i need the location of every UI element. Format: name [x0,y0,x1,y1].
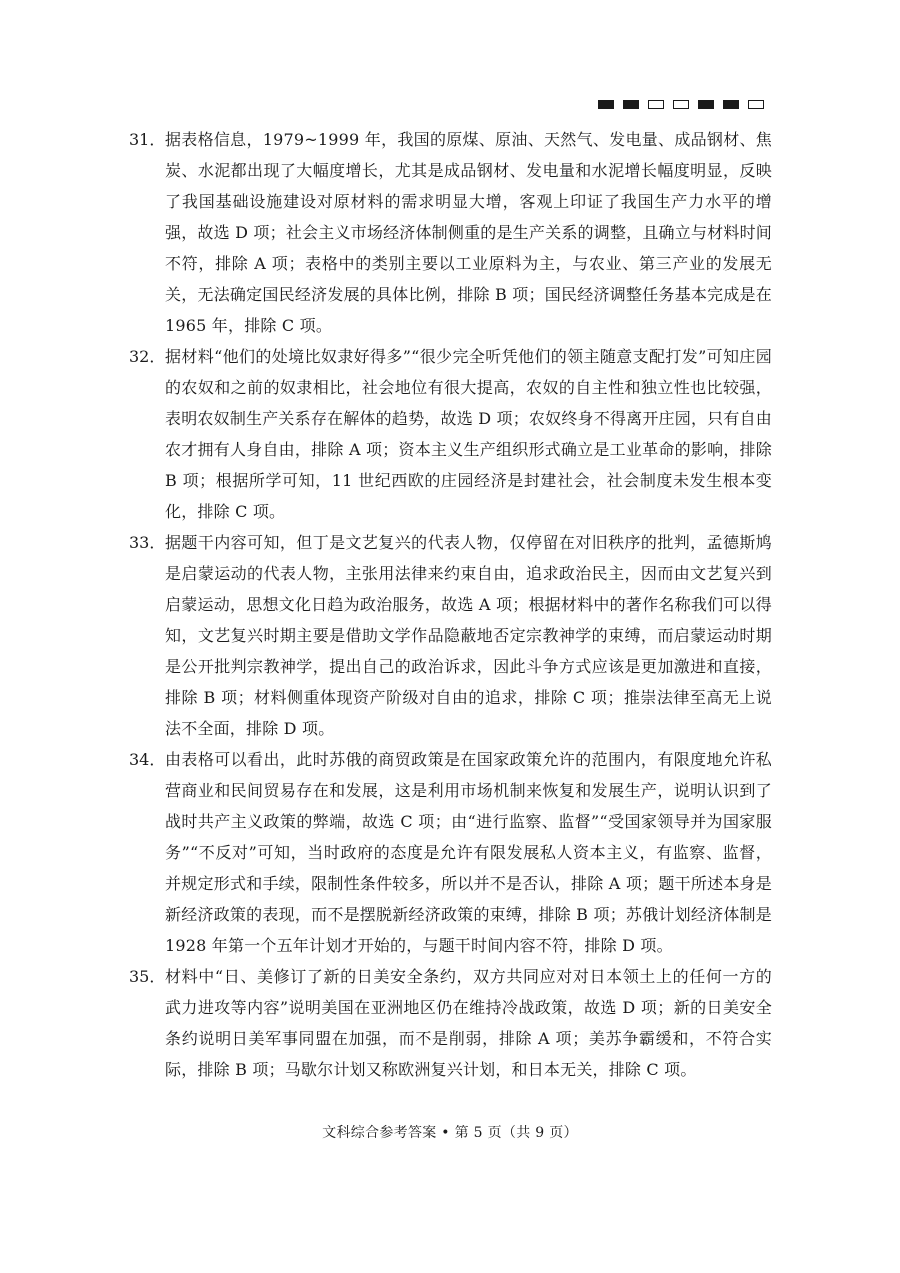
question-explanation: 材料中“日、美修订了新的日美安全条约，双方共同应对对日本领土上的任何一方的武力进攻等内容”说明美国在亚洲地区仍在维持冷战政策，故选 D 项；新的日美安全条约说明日美军事同盟在加强，而不是削弱，排除 A 项；美苏争霸缓和，不符合实际，排除 B 项；马歇尔计划又称欧洲复兴计划，和日本无关，排除 C 项。 [165,967,772,1079]
question-33 [126,527,772,744]
question-explanation: 据表格信息，1979~1999 年，我国的原煤、原油、天然气、发电量、成品钢材、焦炭、水泥都出现了大幅度增长，尤其是成品钢材、发电量和水泥增长幅度明显，反映了我国基础设施建设对原材料的需求明显大增，客观上印证了我国生产力水平的增强，故选 D 项；社会主义市场经济体制侧重的是生产关系的调整，且确立与材料时间不符，排除 A 项；表格中的类别主要以工业原料为主，与农业、第三产业的发展无关，无法确定国民经济发展的具体比例，排除 B 项；国民经济调整任务基本完成是在 1965 年，排除 C 项。 [165,130,772,335]
question-number: 35． [129,967,166,986]
header-marks [598,100,764,109]
question-number: 34． [129,750,166,769]
question-explanation: 据题干内容可知，但丁是文艺复兴的代表人物，仅停留在对旧秩序的批判，孟德斯鸠是启蒙运动的代表人物，主张用法律来约束自由，追求政治民主，因而由文艺复兴到启蒙运动，思想文化日趋为政治服务，故选 A 项；根据材料中的著作名称我们可以得知，文艺复兴时期主要是借助文学作品隐蔽地否定宗教神学的束缚，而启蒙运动时期是公开批判宗教神学，提出自己的政治诉求，因此斗争方式应该是更加激进和直接，排除 B 项；材料侧重体现资产阶级对自由的追求，排除 C 项；推崇法律至高无上说法不全面，排除 D 项。 [165,533,772,738]
question-explanation: 由表格可以看出，此时苏俄的商贸政策是在国家政策允许的范围内，有限度地允许私营商业和民间贸易存在和发展，这是利用市场机制来恢复和发展生产，说明认识到了战时共产主义政策的弊端，故选 C 项；由“进行监察、监督”“受国家领导并为国家服务”“不反对”可知，当时政府的态度是允许有限发展私人资本主义，有监察、监督，并规定形式和手续，限制性条件较多，所以并不是否认，排除 A 项；题干所述本身是新经济政策的表现，而不是摆脱新经济政策的束缚，排除 B 项；苏俄计划经济体制是 1928 年第一个五年计划才开始的，与题干时间内容不符，排除 D 项。 [165,750,772,955]
page-footer: 文科综合参考答案 • 第 5 页（共 9 页） [322,1125,578,1141]
question-explanation: 据材料“他们的处境比奴隶好得多”“很少完全听凭他们的领主随意支配打发”可知庄园的农奴和之前的奴隶相比，社会地位有很大提高，农奴的自主性和独立性也比较强，表明农奴制生产关系存在解体的趋势，故选 D 项；农奴终身不得离开庄园，只有自由农才拥有人身自由，排除 A 项；资本主义生产组织形式确立是工业革命的影响，排除 B 项；根据所学可知，11 世纪西欧的庄园经济是封建社会，社会制度未发生根本变化，排除 C 项。 [165,347,772,521]
header-mark [648,100,664,109]
header-mark [623,100,639,109]
header-mark [598,100,614,109]
question-31 [126,124,772,341]
question-number: 32． [129,347,166,366]
question-number: 33． [129,533,166,552]
header-mark [723,100,739,109]
header-mark [748,100,764,109]
question-number: 31． [129,130,166,149]
answer-content [126,124,772,1085]
question-35 [126,961,772,1085]
question-34 [126,744,772,961]
question-32 [126,341,772,527]
header-mark [698,100,714,109]
header-mark [673,100,689,109]
